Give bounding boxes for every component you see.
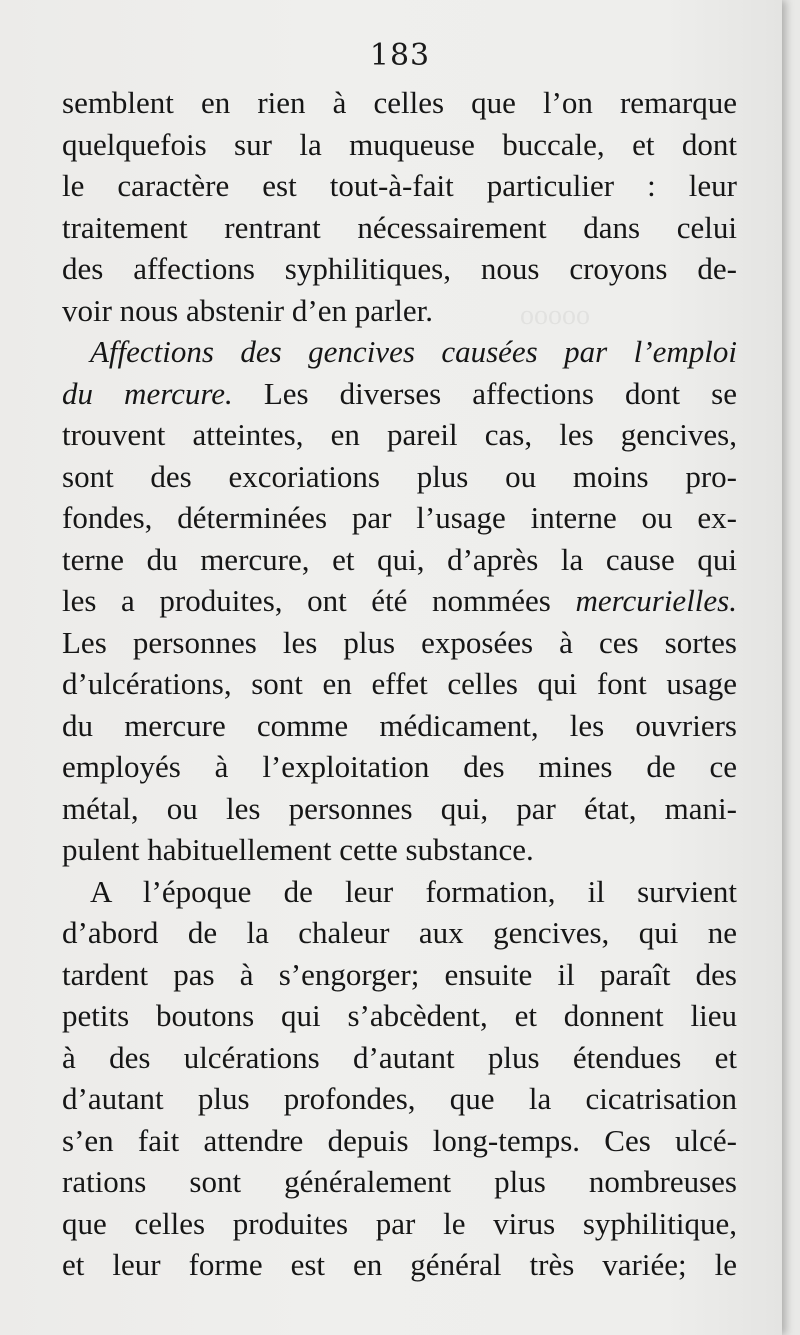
body-text bbox=[62, 82, 737, 1286]
text-segment: que celles produites par le virus syphilitique, bbox=[62, 1205, 737, 1241]
text-segment: fondes, déterminées par l’usage interne ou ex- bbox=[62, 500, 737, 535]
text-line bbox=[62, 373, 737, 415]
text-segment: les a produites, ont été nommées bbox=[62, 583, 576, 618]
text-line bbox=[62, 497, 737, 539]
text-segment: et leur forme est en général très variée; le bbox=[62, 1247, 737, 1282]
text-line bbox=[62, 1244, 737, 1286]
text-segment: employés à l’exploitation des mines de ce bbox=[62, 749, 737, 784]
text-segment: voir nous abstenir d’en parler. bbox=[62, 292, 434, 328]
text-line bbox=[62, 124, 737, 166]
text-line bbox=[62, 663, 737, 705]
text-segment: rations sont généralement plus nombreuses bbox=[62, 1164, 737, 1199]
text-segment: Les diverses affections dont se bbox=[232, 375, 737, 411]
text-segment: s’en fait attendre depuis long-temps. Ces ulcé- bbox=[62, 1122, 737, 1158]
text-segment: A l’époque de leur formation, il survient bbox=[90, 873, 737, 909]
text-line bbox=[62, 1203, 737, 1245]
text-line bbox=[62, 954, 737, 996]
text-line bbox=[62, 456, 737, 498]
italic-text: Affections des gencives causées par l’emploi bbox=[90, 334, 737, 369]
text-line bbox=[62, 82, 737, 124]
page-number: 183 bbox=[369, 38, 431, 73]
text-line bbox=[62, 705, 737, 747]
text-segment: Les personnes les plus exposées à ces sortes bbox=[62, 624, 737, 660]
text-segment: du mercure comme médicament, les ouvriers bbox=[62, 707, 737, 743]
text-line bbox=[62, 912, 737, 954]
text-line bbox=[62, 331, 737, 373]
text-segment: semblent en rien à celles que l’on remarque bbox=[62, 85, 737, 120]
text-segment: quelquefois sur la muqueuse buccale, et dont bbox=[62, 126, 737, 162]
text-line bbox=[62, 746, 737, 788]
text-line bbox=[62, 580, 737, 622]
text-segment: le caractère est tout-à-fait particulier : leur bbox=[62, 168, 737, 203]
text-line bbox=[62, 829, 737, 871]
italic-text: du mercure. bbox=[62, 375, 233, 411]
text-segment: d’abord de la chaleur aux gencives, qui ne bbox=[62, 915, 737, 950]
text-segment: tardent pas à s’engorger; ensuite il paraît des bbox=[62, 956, 737, 992]
text-line bbox=[62, 207, 737, 249]
italic-text: mercurielles. bbox=[575, 583, 737, 618]
text-line bbox=[62, 871, 737, 913]
text-line bbox=[62, 414, 737, 456]
text-segment: terne du mercure, et qui, d’après la cause qui bbox=[62, 541, 737, 577]
text-segment: métal, ou les personnes qui, par état, mani- bbox=[62, 790, 737, 826]
text-line bbox=[62, 622, 737, 664]
text-line bbox=[62, 165, 737, 207]
text-segment: petits boutons qui s’abcèdent, et donnent lieu bbox=[62, 998, 737, 1033]
text-line bbox=[62, 248, 737, 290]
text-segment: à des ulcérations d’autant plus étendues et bbox=[62, 1039, 737, 1075]
text-line bbox=[62, 1078, 737, 1120]
text-line bbox=[62, 1161, 737, 1203]
text-segment: d’ulcérations, sont en effet celles qui font usage bbox=[62, 666, 737, 701]
text-segment: sont des excoriations plus ou moins pro- bbox=[62, 458, 737, 494]
text-segment: trouvent atteintes, en pareil cas, les gencives, bbox=[62, 417, 737, 452]
text-line bbox=[62, 539, 737, 581]
text-line bbox=[62, 788, 737, 830]
text-segment: des affections syphilitiques, nous croyons de- bbox=[62, 251, 737, 286]
text-segment: traitement rentrant nécessairement dans celui bbox=[62, 209, 737, 245]
text-segment: d’autant plus profondes, que la cicatrisation bbox=[62, 1081, 737, 1116]
text-line bbox=[62, 1120, 737, 1162]
text-line bbox=[62, 1037, 737, 1079]
show-through-text: ooooo bbox=[520, 300, 590, 331]
text-line bbox=[62, 290, 737, 332]
text-line bbox=[62, 995, 737, 1037]
text-segment: pulent habituellement cette substance. bbox=[62, 832, 534, 867]
